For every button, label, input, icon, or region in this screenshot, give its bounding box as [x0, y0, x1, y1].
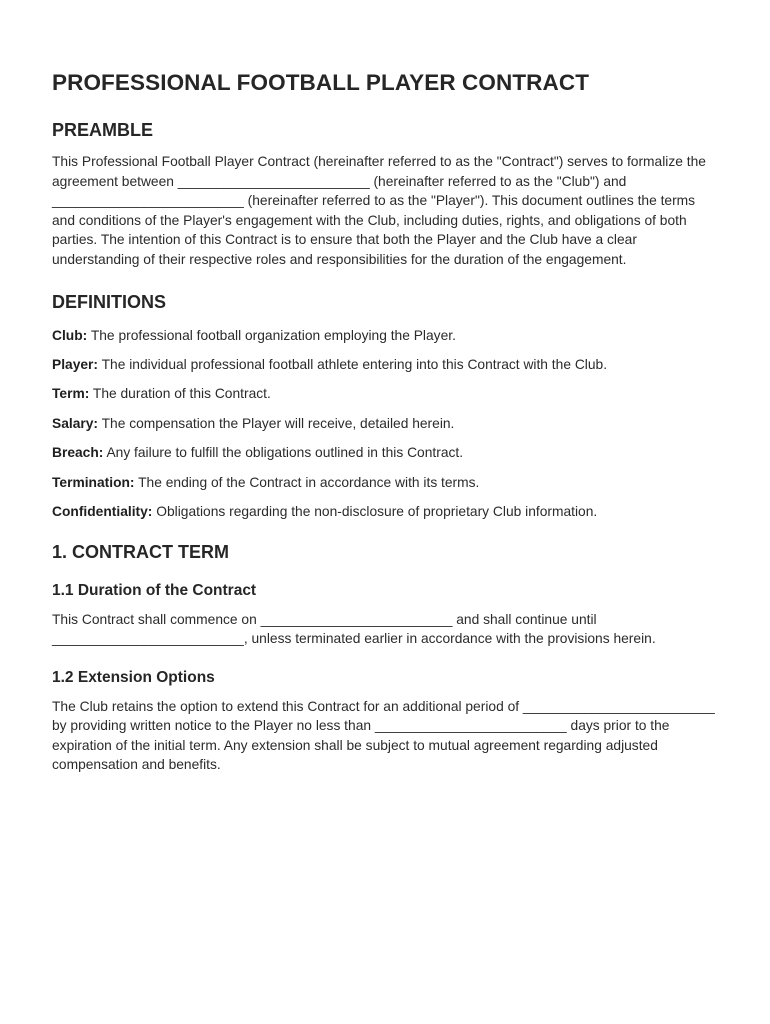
extension-heading: 1.2 Extension Options: [52, 668, 215, 686]
definition-term: Salary:: [52, 415, 99, 431]
definition-text: The professional football organization employing the Player.: [87, 327, 456, 343]
preamble-text: This Professional Football Player Contract (hereinafter referred to as the "Contract") serves to formalize the agreement between _________________________ (hereinafter referred to as the "Club") and _________________________ (hereinafter referred to as the "Player"). This document outlines the terms and conditions of the Player's engagement with the Club, including duties, rights, and obligations of both parties. The intention of this Contract is to ensure that both the Player and the Club have a clear understanding of their respective roles and responsibilities for the duration of the engagement.: [52, 154, 706, 267]
definition-salary: [52, 414, 718, 434]
definition-termination: [52, 473, 718, 493]
duration-heading: 1.1 Duration of the Contract: [52, 581, 257, 599]
definition-text: Any failure to fulfill the obligations outlined in this Contract.: [103, 445, 464, 461]
definitions-heading: DEFINITIONS: [52, 291, 167, 312]
definition-confidentiality: [52, 502, 718, 522]
definition-term: Term:: [52, 386, 90, 402]
definition-text: The compensation the Player will receive, detailed herein.: [98, 415, 455, 431]
definition-term: Breach:: [52, 445, 104, 461]
definition-term-item: [52, 384, 718, 404]
definition-club: [52, 326, 718, 346]
duration-subsection: [52, 582, 718, 649]
definition-term: Termination:: [52, 474, 135, 490]
extension-text: The Club retains the option to extend this Contract for an additional period of _________________________ by providing written notice to the Player no less than _________________________ days prior to the expiration of the initial term. Any extension shall be subject to mutual agreement regarding adjusted compensation and benefits.: [52, 698, 715, 773]
preamble-section: [52, 120, 718, 270]
definitions-section: [52, 292, 718, 522]
contract-term-section: [52, 542, 718, 776]
duration-text: This Contract shall commence on _________________________ and shall continue until _________________________, unless terminated earlier in accordance with the provisions herein.: [52, 611, 656, 647]
definition-text: The ending of the Contract in accordance with its terms.: [134, 474, 480, 490]
definition-player: [52, 355, 718, 375]
definition-term: Player:: [52, 356, 99, 372]
definition-term: Confidentiality:: [52, 503, 153, 519]
definition-text: The individual professional football athlete entering into this Contract with the Club.: [98, 356, 608, 372]
definition-term: Club:: [52, 327, 88, 343]
definition-text: Obligations regarding the non-disclosure of proprietary Club information.: [152, 503, 598, 519]
extension-subsection: [52, 669, 718, 775]
document-title: PROFESSIONAL FOOTBALL PLAYER CONTRACT: [52, 70, 590, 95]
definition-breach: [52, 443, 718, 463]
contract-term-heading: 1. CONTRACT TERM: [52, 541, 229, 562]
definitions-list: [52, 326, 718, 522]
definition-text: The duration of this Contract.: [89, 386, 271, 402]
preamble-heading: PREAMBLE: [52, 120, 154, 140]
